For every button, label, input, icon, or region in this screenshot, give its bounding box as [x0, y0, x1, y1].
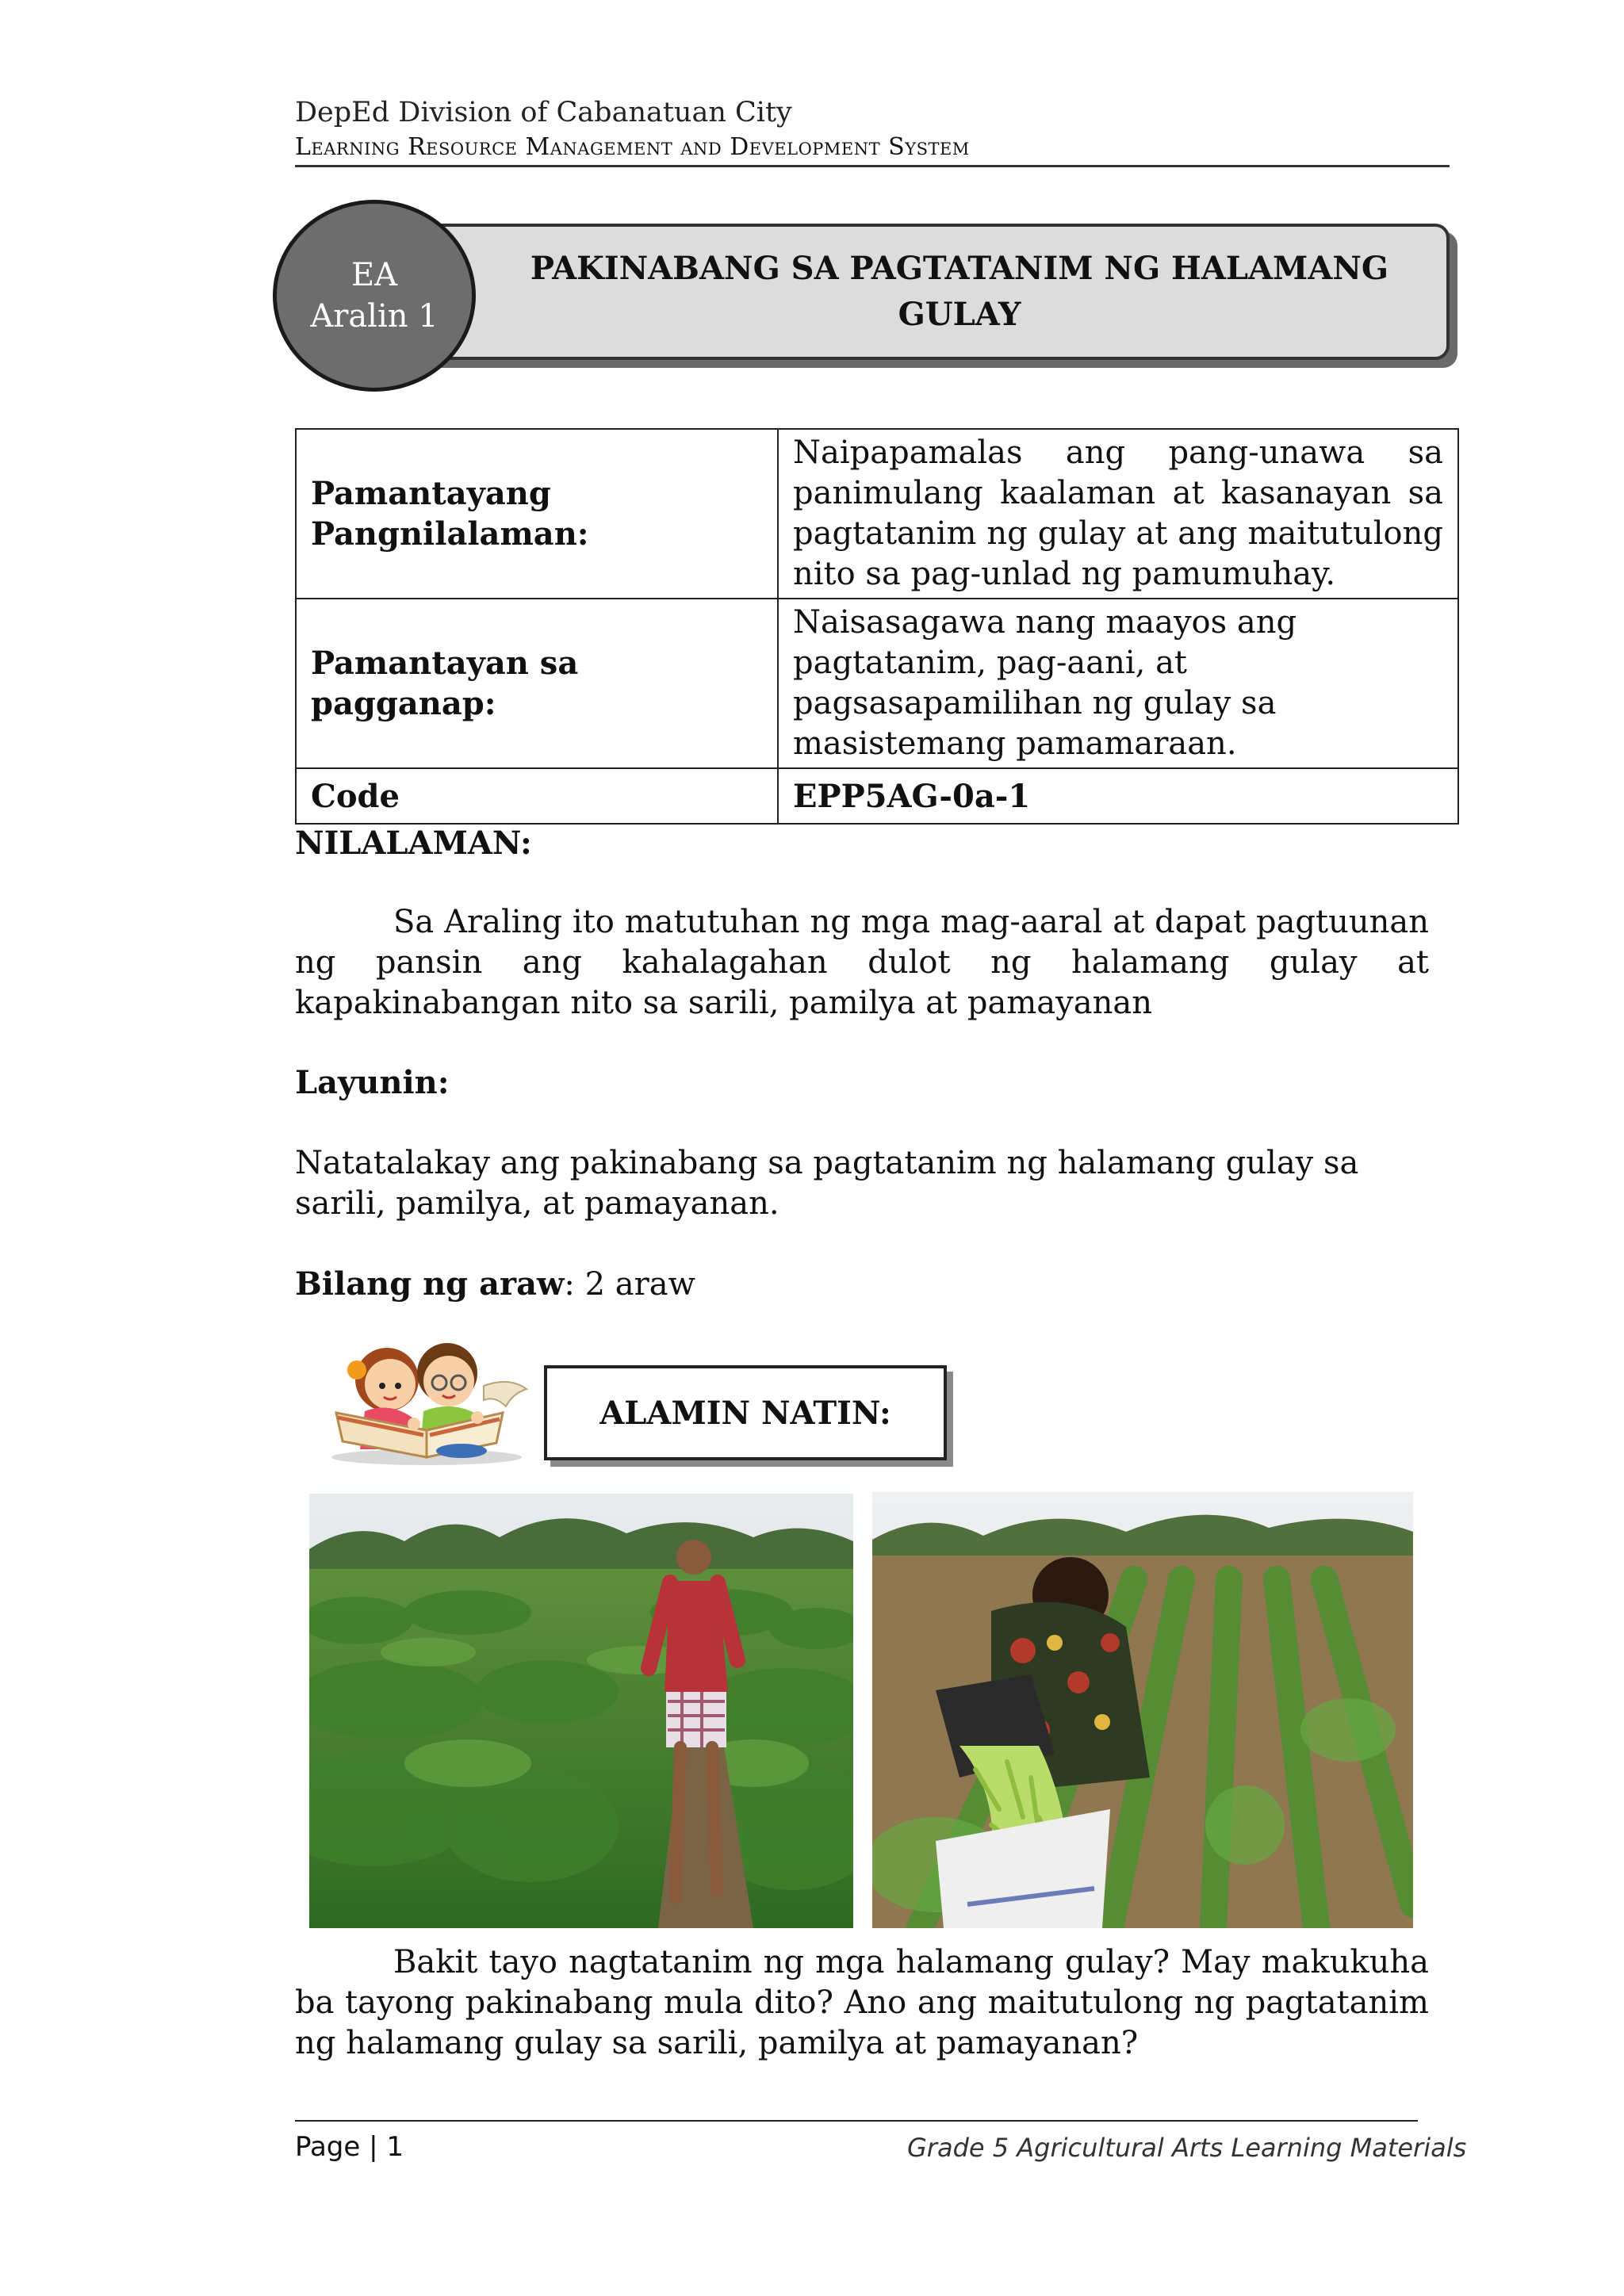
header-divider	[295, 165, 1450, 167]
days-label: Bilang ng araw	[295, 1265, 565, 1303]
layunin-text: Natatalakay ang pakinabang sa pagtatanim ng halamang gulay sa sarili, pamilya, at pamayanan.	[295, 1145, 1359, 1222]
footer-subtitle: Grade 5 Agricultural Arts Learning Materials	[907, 2133, 1467, 2163]
nilalaman-text: Sa Araling ito matutuhan ng mga mag-aaral at dapat pagtuunan ng pansin ang kahalagahan dulot ng halamang gulay at kapakinabangan nito sa sarili, pamilya at pamayanan	[295, 904, 1429, 1021]
lesson-badge-number: Aralin 1	[310, 298, 439, 335]
code-value: EPP5AG-0a-1	[778, 768, 1458, 824]
header-division: DepEd Division of Cabanatuan City	[295, 97, 792, 128]
nilalaman-heading: NILALAMAN:	[295, 825, 532, 862]
table-row	[296, 429, 1458, 599]
harvest-photo	[872, 1492, 1413, 1928]
farmer-field-photo	[309, 1494, 853, 1928]
days-count	[295, 1265, 695, 1303]
code-label: Code	[296, 768, 778, 824]
lesson-badge	[273, 200, 476, 392]
lesson-badge-subject: EA	[350, 257, 398, 293]
footer-divider	[295, 2120, 1418, 2122]
alamin-question: Bakit tayo nagtatanim ng mga halamang gulay? May makukuha ba tayong pakinabang mula dito? Ano ang maitutulong ng pagtatanim ng halamang gulay sa sarili, pamilya at pamayanan?	[295, 1944, 1429, 2061]
header-system: Learning Resource Management and Development System	[295, 133, 970, 161]
lesson-title: PAKINABANG SA PAGTATANIM NG HALAMANG GULAY	[530, 250, 1389, 333]
kids-reading-illustration	[319, 1338, 534, 1467]
standards-table	[295, 428, 1459, 825]
layunin-heading: Layunin:	[295, 1064, 450, 1101]
days-value: : 2 araw	[564, 1266, 695, 1303]
page-number: Page | 1	[295, 2131, 404, 2163]
table-row	[296, 768, 1458, 824]
content-standard-value: Naipapamalas ang pang-unawa sa panimulang kaalaman at kasanayan sa pagtatanim ng gulay at ang maitutulong nito sa pag-unlad ng pamumuhay.	[778, 429, 1458, 599]
performance-standard-value: Naisasagawa nang maayos ang pagtatanim, pag-aani, at pagsasapamilihan ng gulay sa masistemang pamamaraan.	[778, 599, 1458, 768]
table-row	[296, 599, 1458, 768]
performance-standard-label: Pamantayan sa pagganap:	[296, 599, 778, 768]
alamin-heading-box	[544, 1365, 947, 1460]
content-standard-label: Pamantayang Pangnilalaman:	[296, 429, 778, 599]
alamin-heading: ALAMIN NATIN:	[599, 1394, 891, 1432]
